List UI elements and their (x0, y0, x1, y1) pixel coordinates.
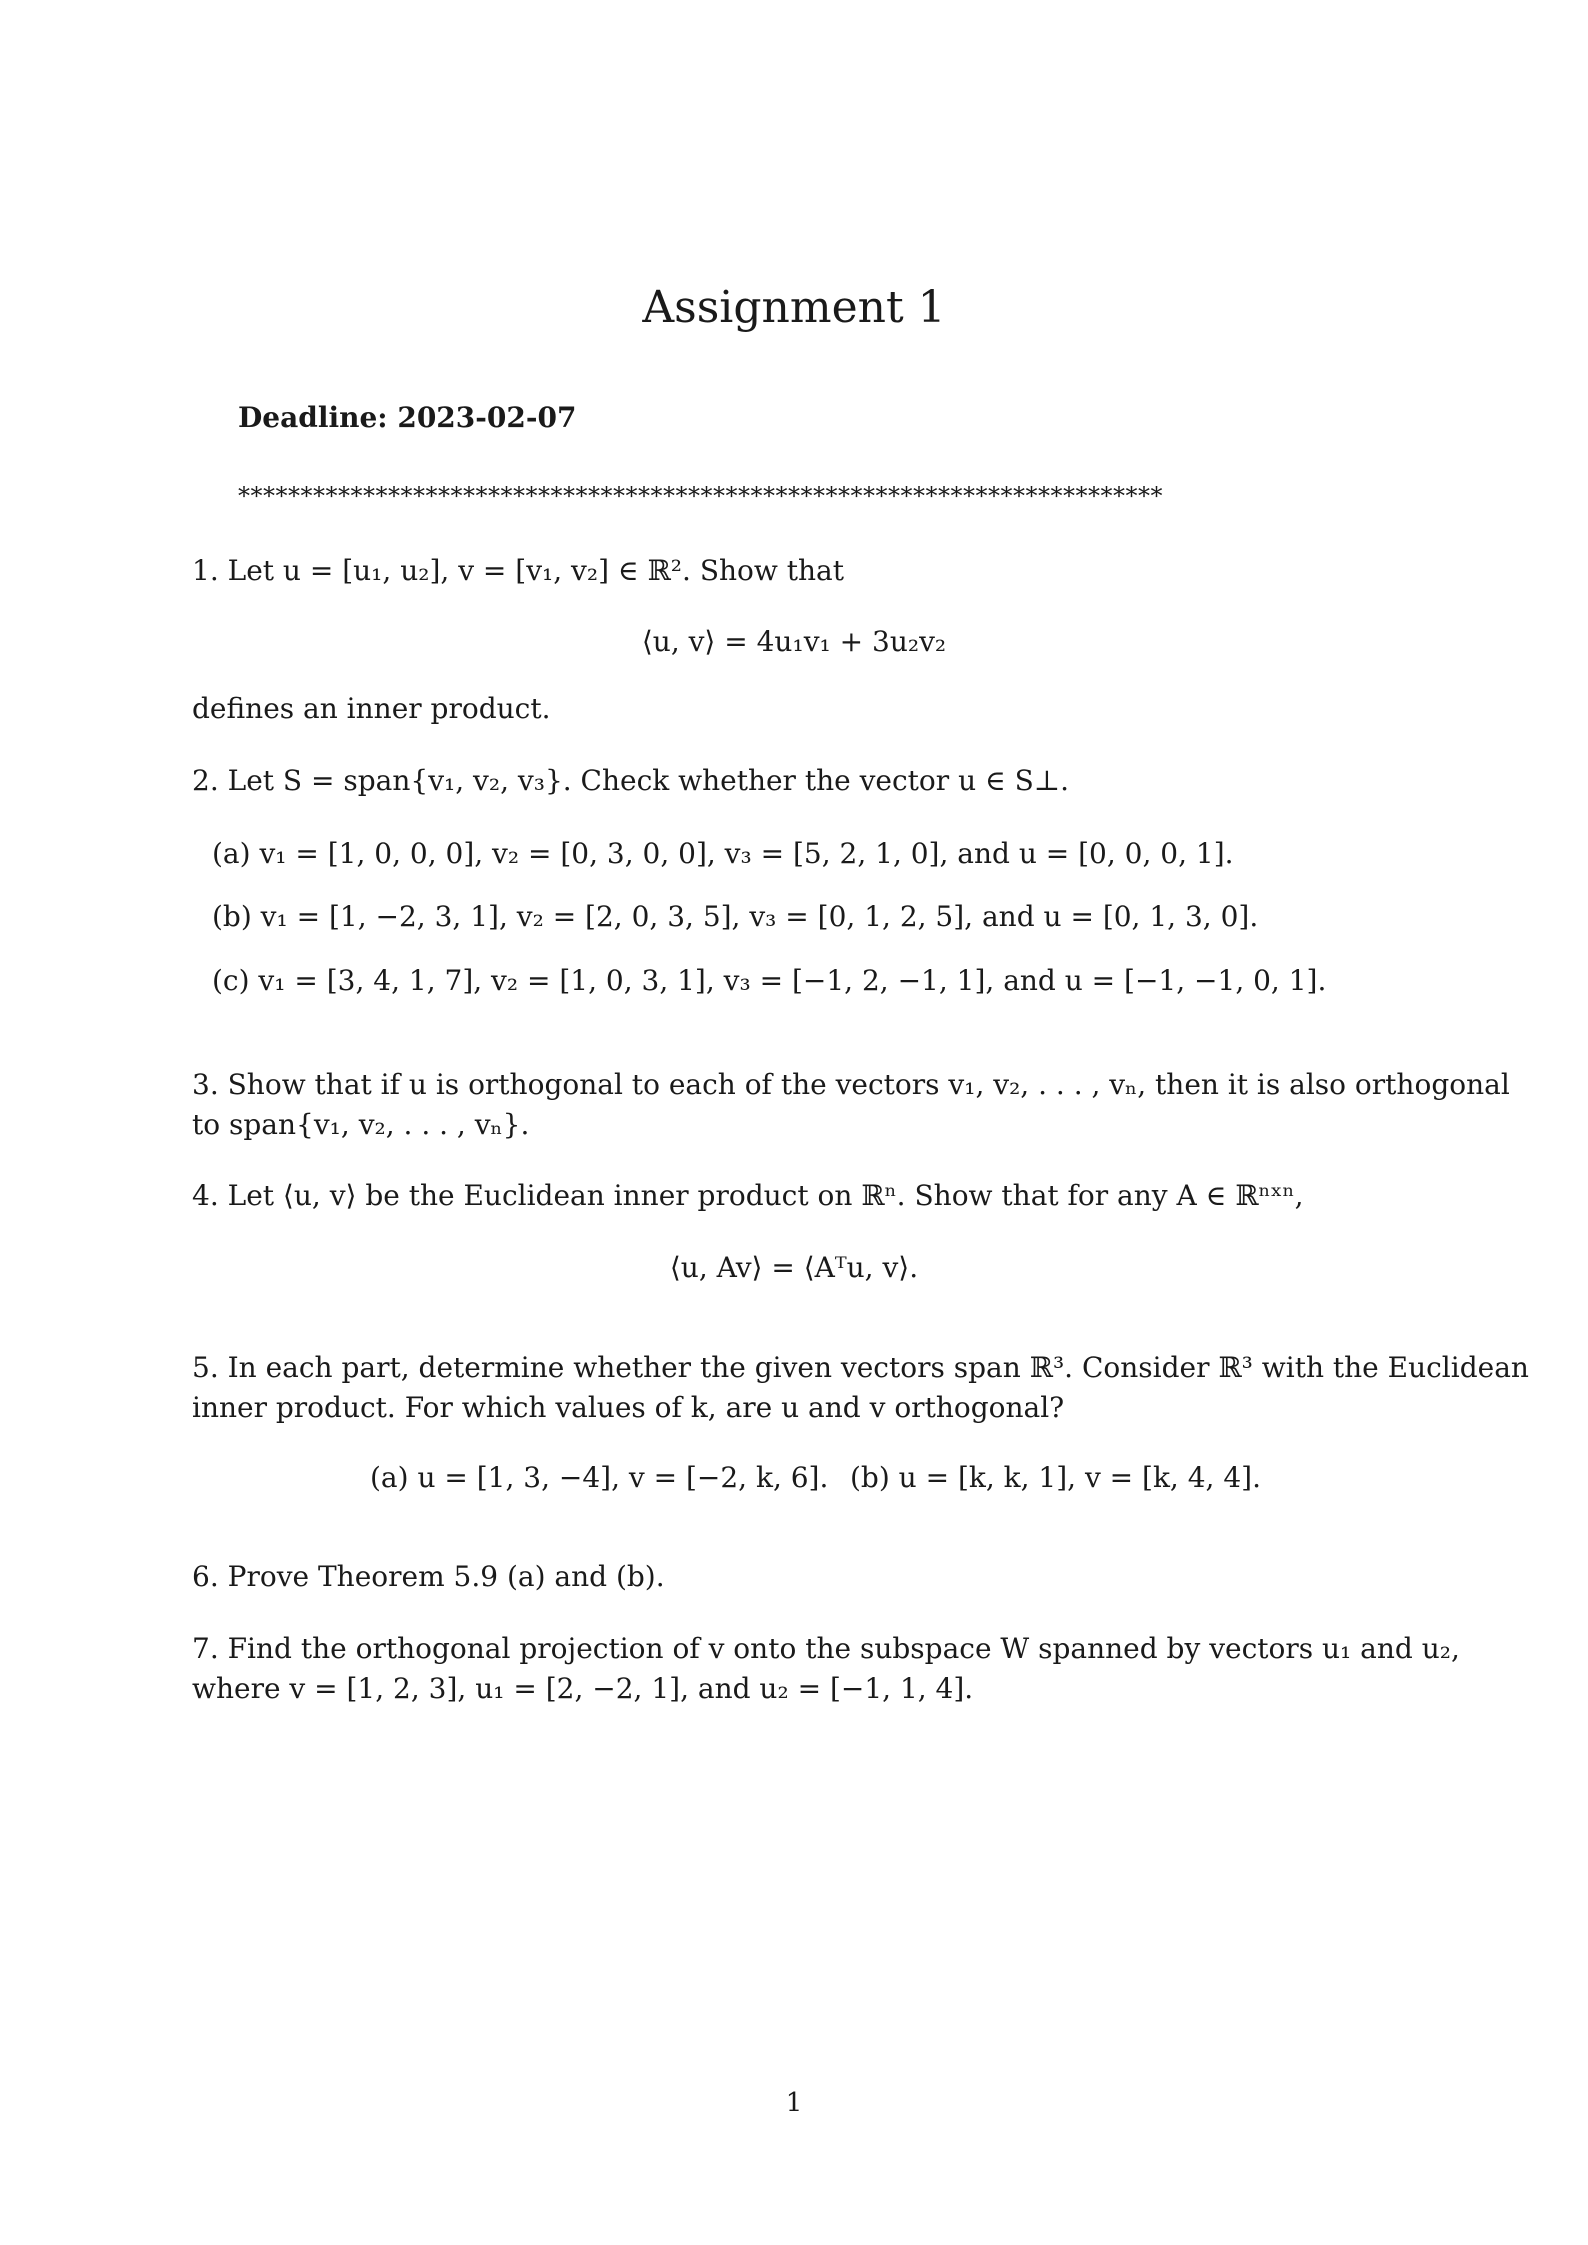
problem-7-line-2: where v = [1, 2, 3], u₁ = [2, −2, 1], and u₂ = [−1, 1, 4]. (192, 1672, 974, 1705)
problem-3-line-2: to span{v₁, v₂, . . . , vₙ}. (192, 1108, 530, 1141)
problem-1-equation: ⟨u, v⟩ = 4u₁v₁ + 3u₂v₂ (641, 625, 947, 658)
problem-2-part-c: (c) v₁ = [3, 4, 1, 7], v₂ = [1, 0, 3, 1], v₃ = [−1, 2, −1, 1], and u = [−1, −1, 0, 1]. (212, 964, 1327, 997)
separator: ************************************************************************** (238, 482, 1163, 510)
problem-4-intro: 4. Let ⟨u, v⟩ be the Euclidean inner product on ℝⁿ. Show that for any A ∈ ℝⁿˣⁿ, (192, 1179, 1304, 1212)
problem-2-intro: 2. Let S = span{v₁, v₂, v₃}. Check whether the vector u ∈ S⊥. (192, 764, 1070, 797)
problem-4-equation: ⟨u, Av⟩ = ⟨Aᵀu, v⟩. (669, 1251, 919, 1284)
problem-2-part-a: (a) v₁ = [1, 0, 0, 0], v₂ = [0, 3, 0, 0], v₃ = [5, 2, 1, 0], and u = [0, 0, 0, 1]. (212, 837, 1234, 870)
page-title: Assignment 1 (642, 282, 946, 333)
problem-5-part-a: (a) u = [1, 3, −4], v = [−2, k, 6]. (370, 1461, 829, 1494)
problem-6: 6. Prove Theorem 5.9 (a) and (b). (192, 1560, 665, 1593)
problem-2-part-b: (b) v₁ = [1, −2, 3, 1], v₂ = [2, 0, 3, 5], v₃ = [0, 1, 2, 5], and u = [0, 1, 3, 0]. (212, 900, 1259, 933)
problem-5-line-2: inner product. For which values of k, are u and v orthogonal? (192, 1391, 1065, 1424)
problem-7-line-1: 7. Find the orthogonal projection of v onto the subspace W spanned by vectors u₁ and u₂, (192, 1632, 1460, 1665)
problem-5-line-1: 5. In each part, determine whether the given vectors span ℝ³. Consider ℝ³ with the Euclidean (192, 1351, 1529, 1384)
page-number: 1 (785, 2088, 803, 2118)
problem-1-intro: 1. Let u = [u₁, u₂], v = [v₁, v₂] ∈ ℝ². Show that (192, 554, 844, 587)
deadline: Deadline: 2023-02-07 (238, 401, 577, 434)
problem-3-line-1: 3. Show that if u is orthogonal to each of the vectors v₁, v₂, . . . , vₙ, then it is also orthogonal (192, 1068, 1510, 1101)
problem-5-part-b: (b) u = [k, k, 1], v = [k, 4, 4]. (850, 1461, 1261, 1494)
problem-1-outro: defines an inner product. (192, 692, 551, 725)
